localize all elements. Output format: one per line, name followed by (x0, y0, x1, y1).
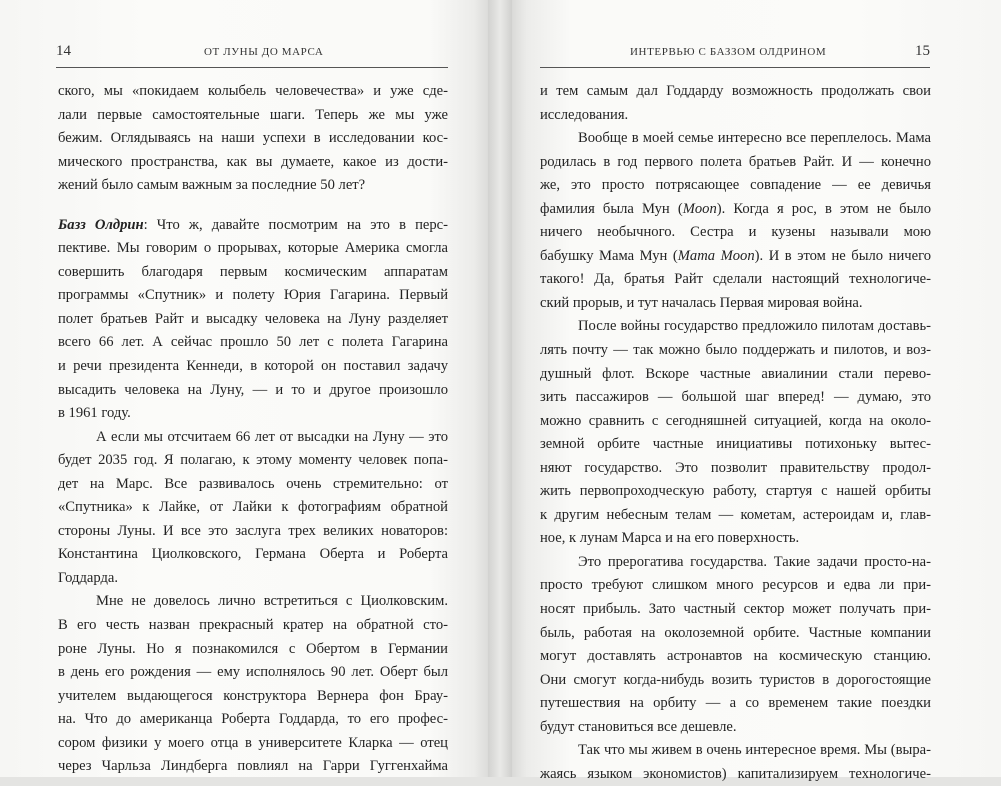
text-line: к другим небесным телам — кометам, астероидам и, глав- (540, 506, 931, 523)
text-line: на. Что до американца Роберта Годдарда, то его профес- (58, 711, 448, 728)
text-line: в день его рождения — ему исполнялось 90 лет. Оберт был (58, 664, 448, 681)
text-line: Так что мы живем в очень интересное время. Мы (выра- (578, 742, 931, 759)
text-run: фамилия была Мун ( (540, 200, 683, 217)
text-line: А если мы отсчитаем 66 лет от высадки на Луну — это (96, 428, 448, 445)
text-line: няют государство. Это позволит правительству продол- (540, 459, 931, 476)
text-line: сором физики у моего отца в университете Кларка — отец (58, 734, 448, 751)
text-line: Они смогут когда-нибудь возить туристов в дорогостоящие (540, 671, 931, 688)
text-line: будет 2035 год. Я полагаю, к этому моменту человек попа- (58, 452, 448, 469)
text-line: ского, мы «покидаем колыбель человечества» и уже сде- (58, 83, 448, 99)
text-line: земной орбите частные инициативы потихоньку вытес- (540, 436, 931, 453)
text-line: роне Луны. Но я познакомился с Обертом в Германии (58, 640, 448, 657)
text-run: ). Когда я рос, в этом не было (716, 200, 931, 217)
text-line: зить пассажиров — большой шаг вперед! — думаю, это (540, 389, 931, 406)
right-page-number: 15 (915, 43, 930, 59)
left-page-number: 14 (56, 43, 71, 59)
paragraph (58, 214, 448, 426)
right-header-rule (540, 67, 930, 68)
paragraph (540, 739, 931, 786)
text-line: ничего необычного. Сестра и кузены называли мою (540, 224, 931, 241)
left-text-column (58, 80, 448, 779)
left-running-head (56, 43, 448, 66)
speaker-name: Базз Олдрин (58, 216, 144, 233)
text-line: ное, к лунам Марса и на его поверхность. (540, 530, 800, 547)
text-line: душный флот. Вскоре частные авиалинии стали перево- (540, 365, 931, 382)
text-line: лять почту — так можно было поддержать и пилотов, и воз- (540, 342, 931, 359)
paragraph (58, 426, 448, 591)
text-line: Это прерогатива государства. Такие задачи просто-на- (578, 553, 931, 570)
italic-run: Moon (682, 200, 717, 217)
text-line: жений было самым важным за последние 50 лет? (58, 177, 366, 194)
text-line: и тем самым дал Годдарду возможность продолжать свои (540, 83, 931, 99)
text-line: Годдарда. (58, 569, 119, 586)
text-line: лали первые самостоятельные шаги. Теперь же мы уже (58, 106, 448, 123)
text-line: полет братьев Райт и высадку человека на Луну разделяет (58, 310, 448, 327)
paragraph (58, 80, 448, 198)
right-running-title: ИНТЕРВЬЮ С БАЗЗОМ ОЛДРИНОМ (630, 46, 827, 58)
italic-run: Mama Moon (677, 247, 755, 264)
text-line: через Чарльза Линдберга повлиял на Гарри Гуггенхайма (58, 758, 448, 775)
text-line (540, 245, 931, 269)
book-gutter (488, 0, 512, 777)
text-line: в 1961 году. (58, 405, 131, 422)
text-line: быль, работая на околоземной орбите. Частные компании (540, 624, 931, 641)
text-line: В его честь назван прекрасный кратер на обратной сто- (58, 617, 448, 634)
text-line: всего 66 лет. А сейчас прошло 50 лет с полета Гагарина (58, 334, 448, 351)
text-line: высадить человека на Луну, — и то и другое произошло (58, 381, 448, 398)
text-run: : Что ж, давайте посмотрим на это в перс- (143, 216, 448, 233)
text-line: пективе. Мы говорим о прорывах, которые Америка смогла (58, 240, 448, 257)
text-line: Константина Циолковского, Германа Оберта и Роберта (58, 546, 448, 563)
text-line: учителем выдающегося конструктора Вернера фон Брау- (58, 687, 448, 704)
text-line: После войны государство предложило пилотам доставь- (578, 318, 931, 335)
left-header-rule (56, 67, 448, 68)
paragraph (540, 127, 931, 315)
paragraph (58, 590, 448, 778)
paragraph (540, 551, 931, 739)
text-line: Вообще в моей семье интересно все переплелось. Мама (578, 130, 931, 147)
text-line: просто требуют слишком много ресурсов и едва ли при- (540, 577, 931, 594)
text-line: исследования. (540, 106, 629, 123)
text-line: дет на Марс. Все развивалось очень стремительно: от (58, 475, 448, 492)
text-line (540, 198, 931, 222)
text-line: совершить благодаря первым космическим аппаратам (58, 263, 448, 280)
text-line: «Спутника» к Лайке, от Лайки к фотографиям обратной (58, 499, 448, 516)
text-run: ). И в этом не было ничего (754, 247, 931, 264)
text-line: же, это просто потрясающее совпадение — ее девичья (540, 177, 931, 194)
text-line: будут становиться все дешевле. (540, 718, 737, 735)
right-running-head (540, 43, 930, 66)
paragraph (540, 80, 931, 127)
paragraph-gap (58, 198, 448, 214)
text-line: Мне не довелось лично встретиться с Циолковским. (96, 593, 448, 610)
text-line: могут доставлять астронавтов на космическую станцию. (540, 648, 931, 665)
text-line: носят прибыль. Зато частный сектор может получать при- (540, 601, 931, 618)
text-line: жить первопроходческую работу, стартуя с нашей орбиты (540, 483, 931, 500)
text-line: бежим. Оглядываясь на наши успехи в исследовании кос- (58, 130, 448, 147)
text-line: ский прорыв, и тут началась Первая мировая война. (540, 294, 863, 311)
text-line: путешествия на орбиту — а со временем такие поездки (540, 695, 931, 712)
text-line: стороны Луны. И все это заслуга трех великих новаторов: (58, 522, 448, 539)
text-line: родилась в год первого полета братьев Райт. И — конечно (540, 153, 931, 170)
paragraph (540, 315, 931, 550)
right-text-column (540, 80, 931, 786)
left-running-title: ОТ ЛУНЫ ДО МАРСА (204, 46, 324, 58)
text-line: и речи президента Кеннеди, в которой он поставил задачу (58, 358, 448, 375)
text-line (58, 214, 448, 238)
text-line: программы «Спутник» и полету Юрия Гагарина. Первый (58, 287, 448, 304)
text-line: мического пространства, как вы думаете, какое из дости- (58, 153, 448, 170)
text-line: можно сравнить с сегодняшней ситуацией, когда на около- (540, 412, 931, 429)
text-line: жаясь языком экономистов) капитализируем технологиче- (540, 765, 931, 782)
text-run: бабушку Мама Мун ( (540, 247, 678, 264)
text-line: такого! Да, братья Райт сделали настоящий технологиче- (540, 271, 931, 288)
